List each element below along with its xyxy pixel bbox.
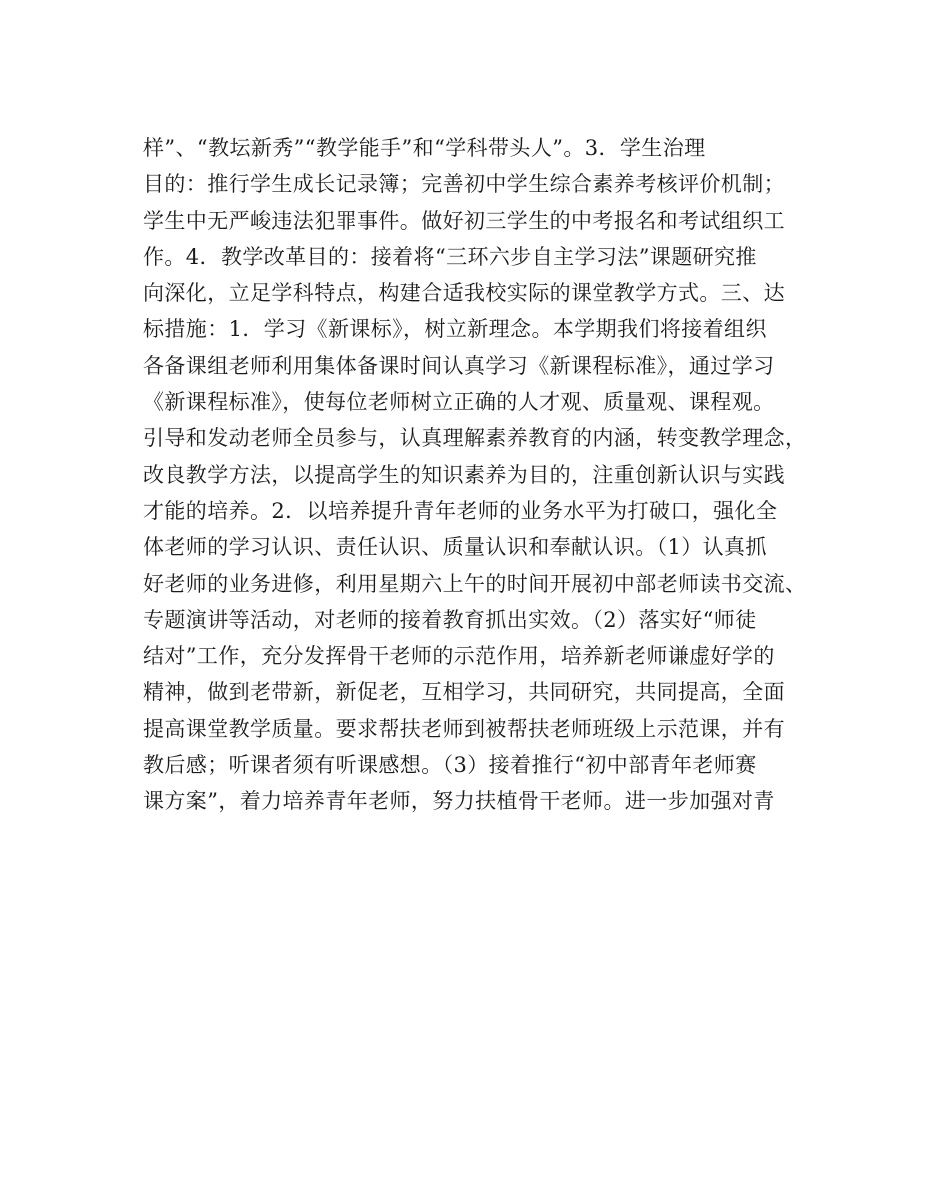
text-line: 提高课堂教学质量。要求帮扶老师到被帮扶老师班级上示范课，并有 xyxy=(143,716,785,741)
text-line: 各备课组老师利用集体备课时间认真学习《新课程标准》，通过学习 xyxy=(143,353,775,378)
text-line: 《新课程标准》，使每位老师树立正确的人才观、质量观、课程观。 xyxy=(143,390,775,415)
text-line: 样”、“教坛新秀”“教学能手”和“学科带头人”。3．学生治理 xyxy=(143,136,706,160)
text-line: 体老师的学习认识、责任认识、质量认识和奉献认识。（1）认真抓 xyxy=(143,535,767,560)
text-line: 教后感；听课者须有听课感想。（3）接着推行“初中部青年老师赛 xyxy=(143,753,757,778)
text-line: 专题演讲等活动，对老师的接着教育抓出实效。（2）落实好“师徒 xyxy=(143,607,757,632)
text-line: 精神，做到老带新，新促老，互相学习，共同研究，共同提高，全面 xyxy=(143,680,785,705)
text-line: 好老师的业务进修，利用星期六上午的时间开展初中部老师读书交流、 xyxy=(143,571,807,596)
text-line: 标措施：1．学习《新课标》，树立新理念。本学期我们将接着组织 xyxy=(143,317,767,342)
text-line: 结对”工作，充分发挥骨干老师的示范作用，培养新老师谦虚好学的 xyxy=(143,644,775,669)
text-line: 课方案”，着力培养青年老师，努力扶植骨干老师。进一步加强对青 xyxy=(143,789,775,814)
text-line: 向深化，立足学科特点，构建合适我校实际的课堂教学方式。三、达 xyxy=(143,281,785,306)
text-line: 学生中无严峻违法犯罪事件。做好初三学生的中考报名和考试组织工 xyxy=(143,208,785,233)
text-line: 才能的培养。2．以培养提升青年老师的业务水平为打破口，强化全 xyxy=(143,498,778,523)
text-line: 引导和发动老师全员参与，认真理解素养教育的内涵，转变教学理念， xyxy=(143,426,807,451)
text-line: 改良教学方法，以提高学生的知识素养为目的，注重创新认识与实践 xyxy=(143,462,785,487)
text-line: 目的：推行学生成长记录簿；完善初中学生综合素养考核评价机制； xyxy=(143,172,785,197)
body-text xyxy=(143,130,823,820)
text-line: 作。4．教学改革目的：接着将“三环六步自主学习法”课题研究推 xyxy=(143,244,757,269)
